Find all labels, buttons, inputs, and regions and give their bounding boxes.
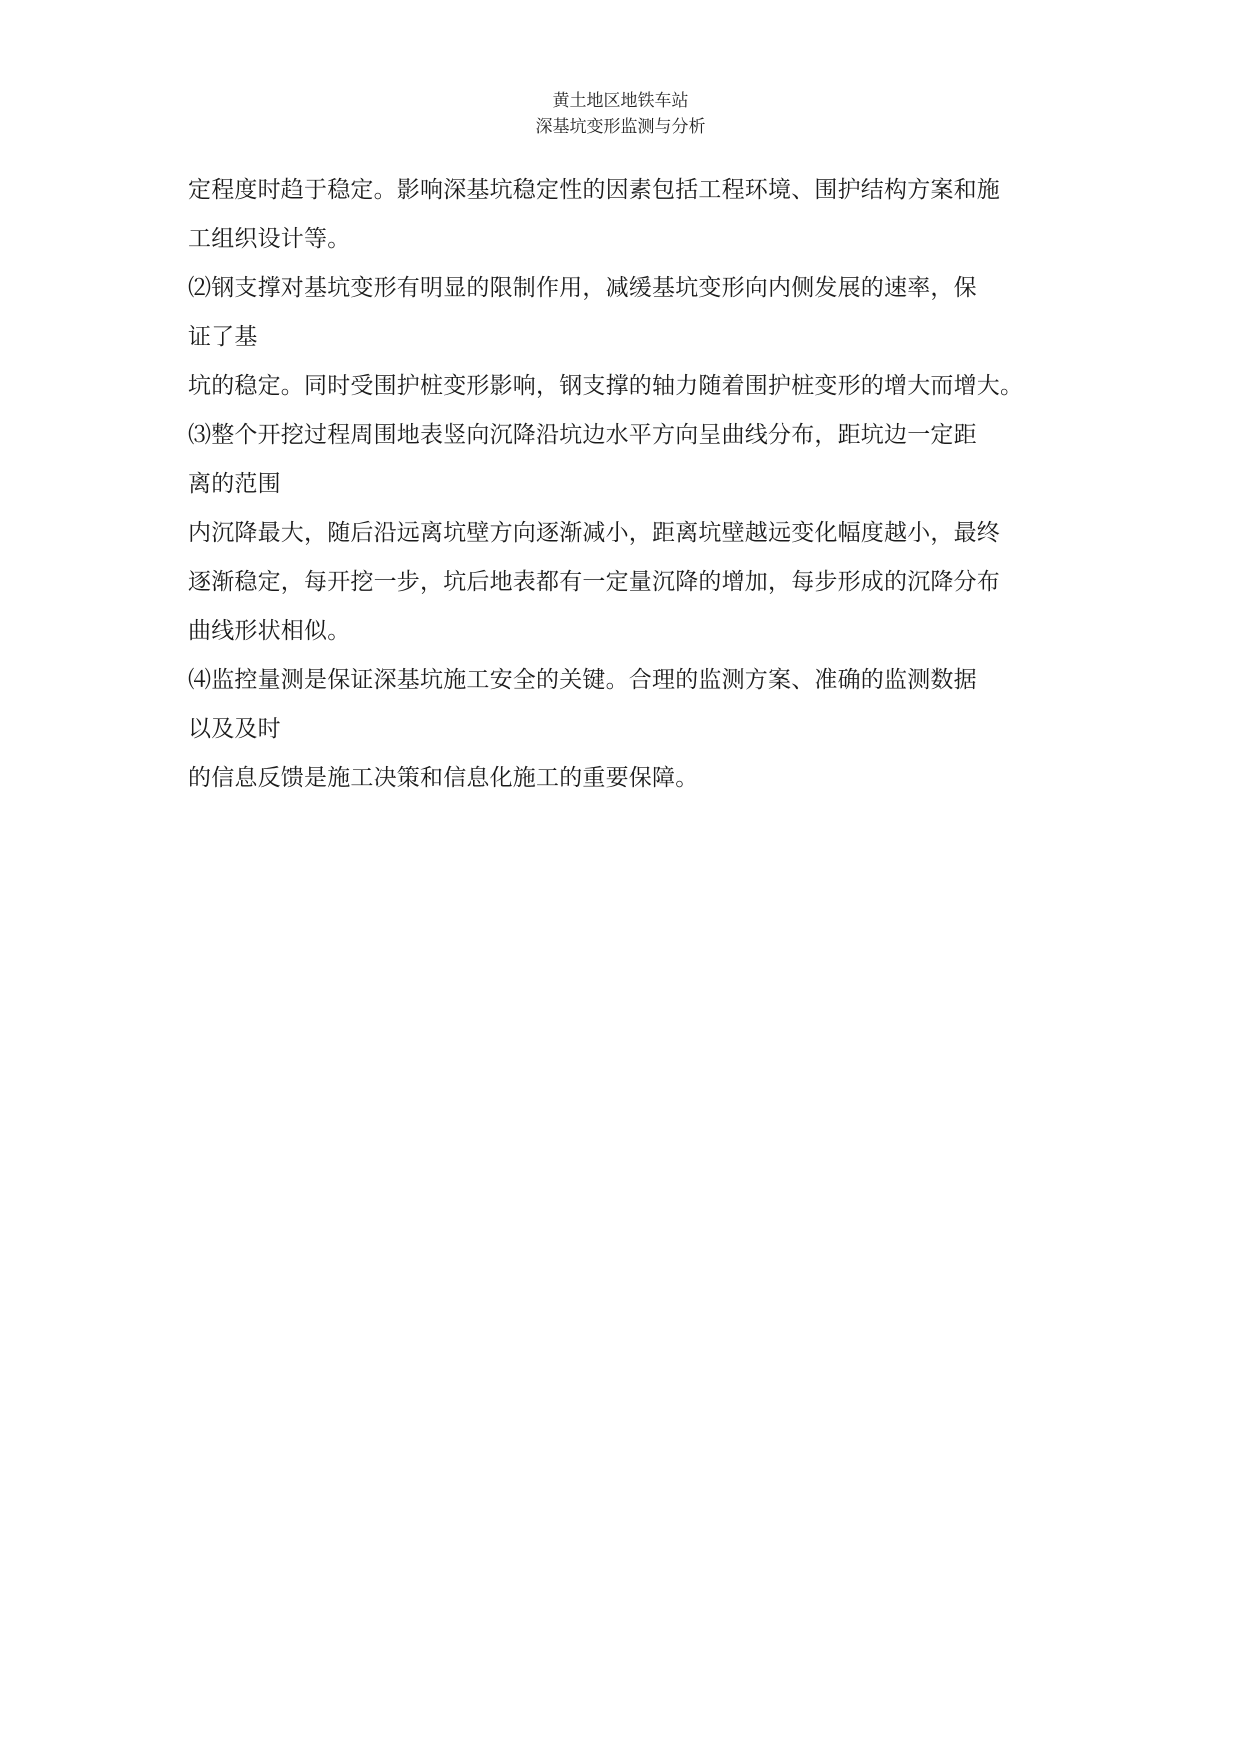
body-text xyxy=(188,166,1054,803)
running-header xyxy=(0,88,1241,140)
text-line: 曲线形状相似。 xyxy=(188,618,351,644)
text-line: 工组织设计等。 xyxy=(188,226,351,252)
text-line: ⑶整个开挖过程周围地表竖向沉降沿坑边水平方向呈曲线分布，距坑边一定距 xyxy=(188,422,977,448)
text-line: 以及及时 xyxy=(188,716,281,742)
text-line: 离的范围 xyxy=(188,471,281,497)
text-line: 坑的稳定。同时受围护桩变形影响，钢支撑的轴力随着围护桩变形的增大而增大。 xyxy=(188,373,1024,399)
header-line-1: 黄土地区地铁车站 xyxy=(552,91,689,111)
text-line: 逐渐稳定，每开挖一步，坑后地表都有一定量沉降的增加，每步形成的沉降分布 xyxy=(188,569,1000,595)
text-line: 证了基 xyxy=(188,324,258,350)
text-line: ⑷监控量测是保证深基坑施工安全的关键。合理的监测方案、准确的监测数据 xyxy=(188,667,977,693)
header-line-2: 深基坑变形监测与分析 xyxy=(535,117,706,137)
text-line: 的信息反馈是施工决策和信息化施工的重要保障。 xyxy=(188,765,699,791)
text-line: 定程度时趋于稳定。影响深基坑稳定性的因素包括工程环境、围护结构方案和施 xyxy=(188,177,1000,203)
text-line: 内沉降最大，随后沿远离坑壁方向逐渐减小，距离坑壁越远变化幅度越小，最终 xyxy=(188,520,1000,546)
text-line: ⑵钢支撑对基坑变形有明显的限制作用，减缓基坑变形向内侧发展的速率，保 xyxy=(188,275,977,301)
